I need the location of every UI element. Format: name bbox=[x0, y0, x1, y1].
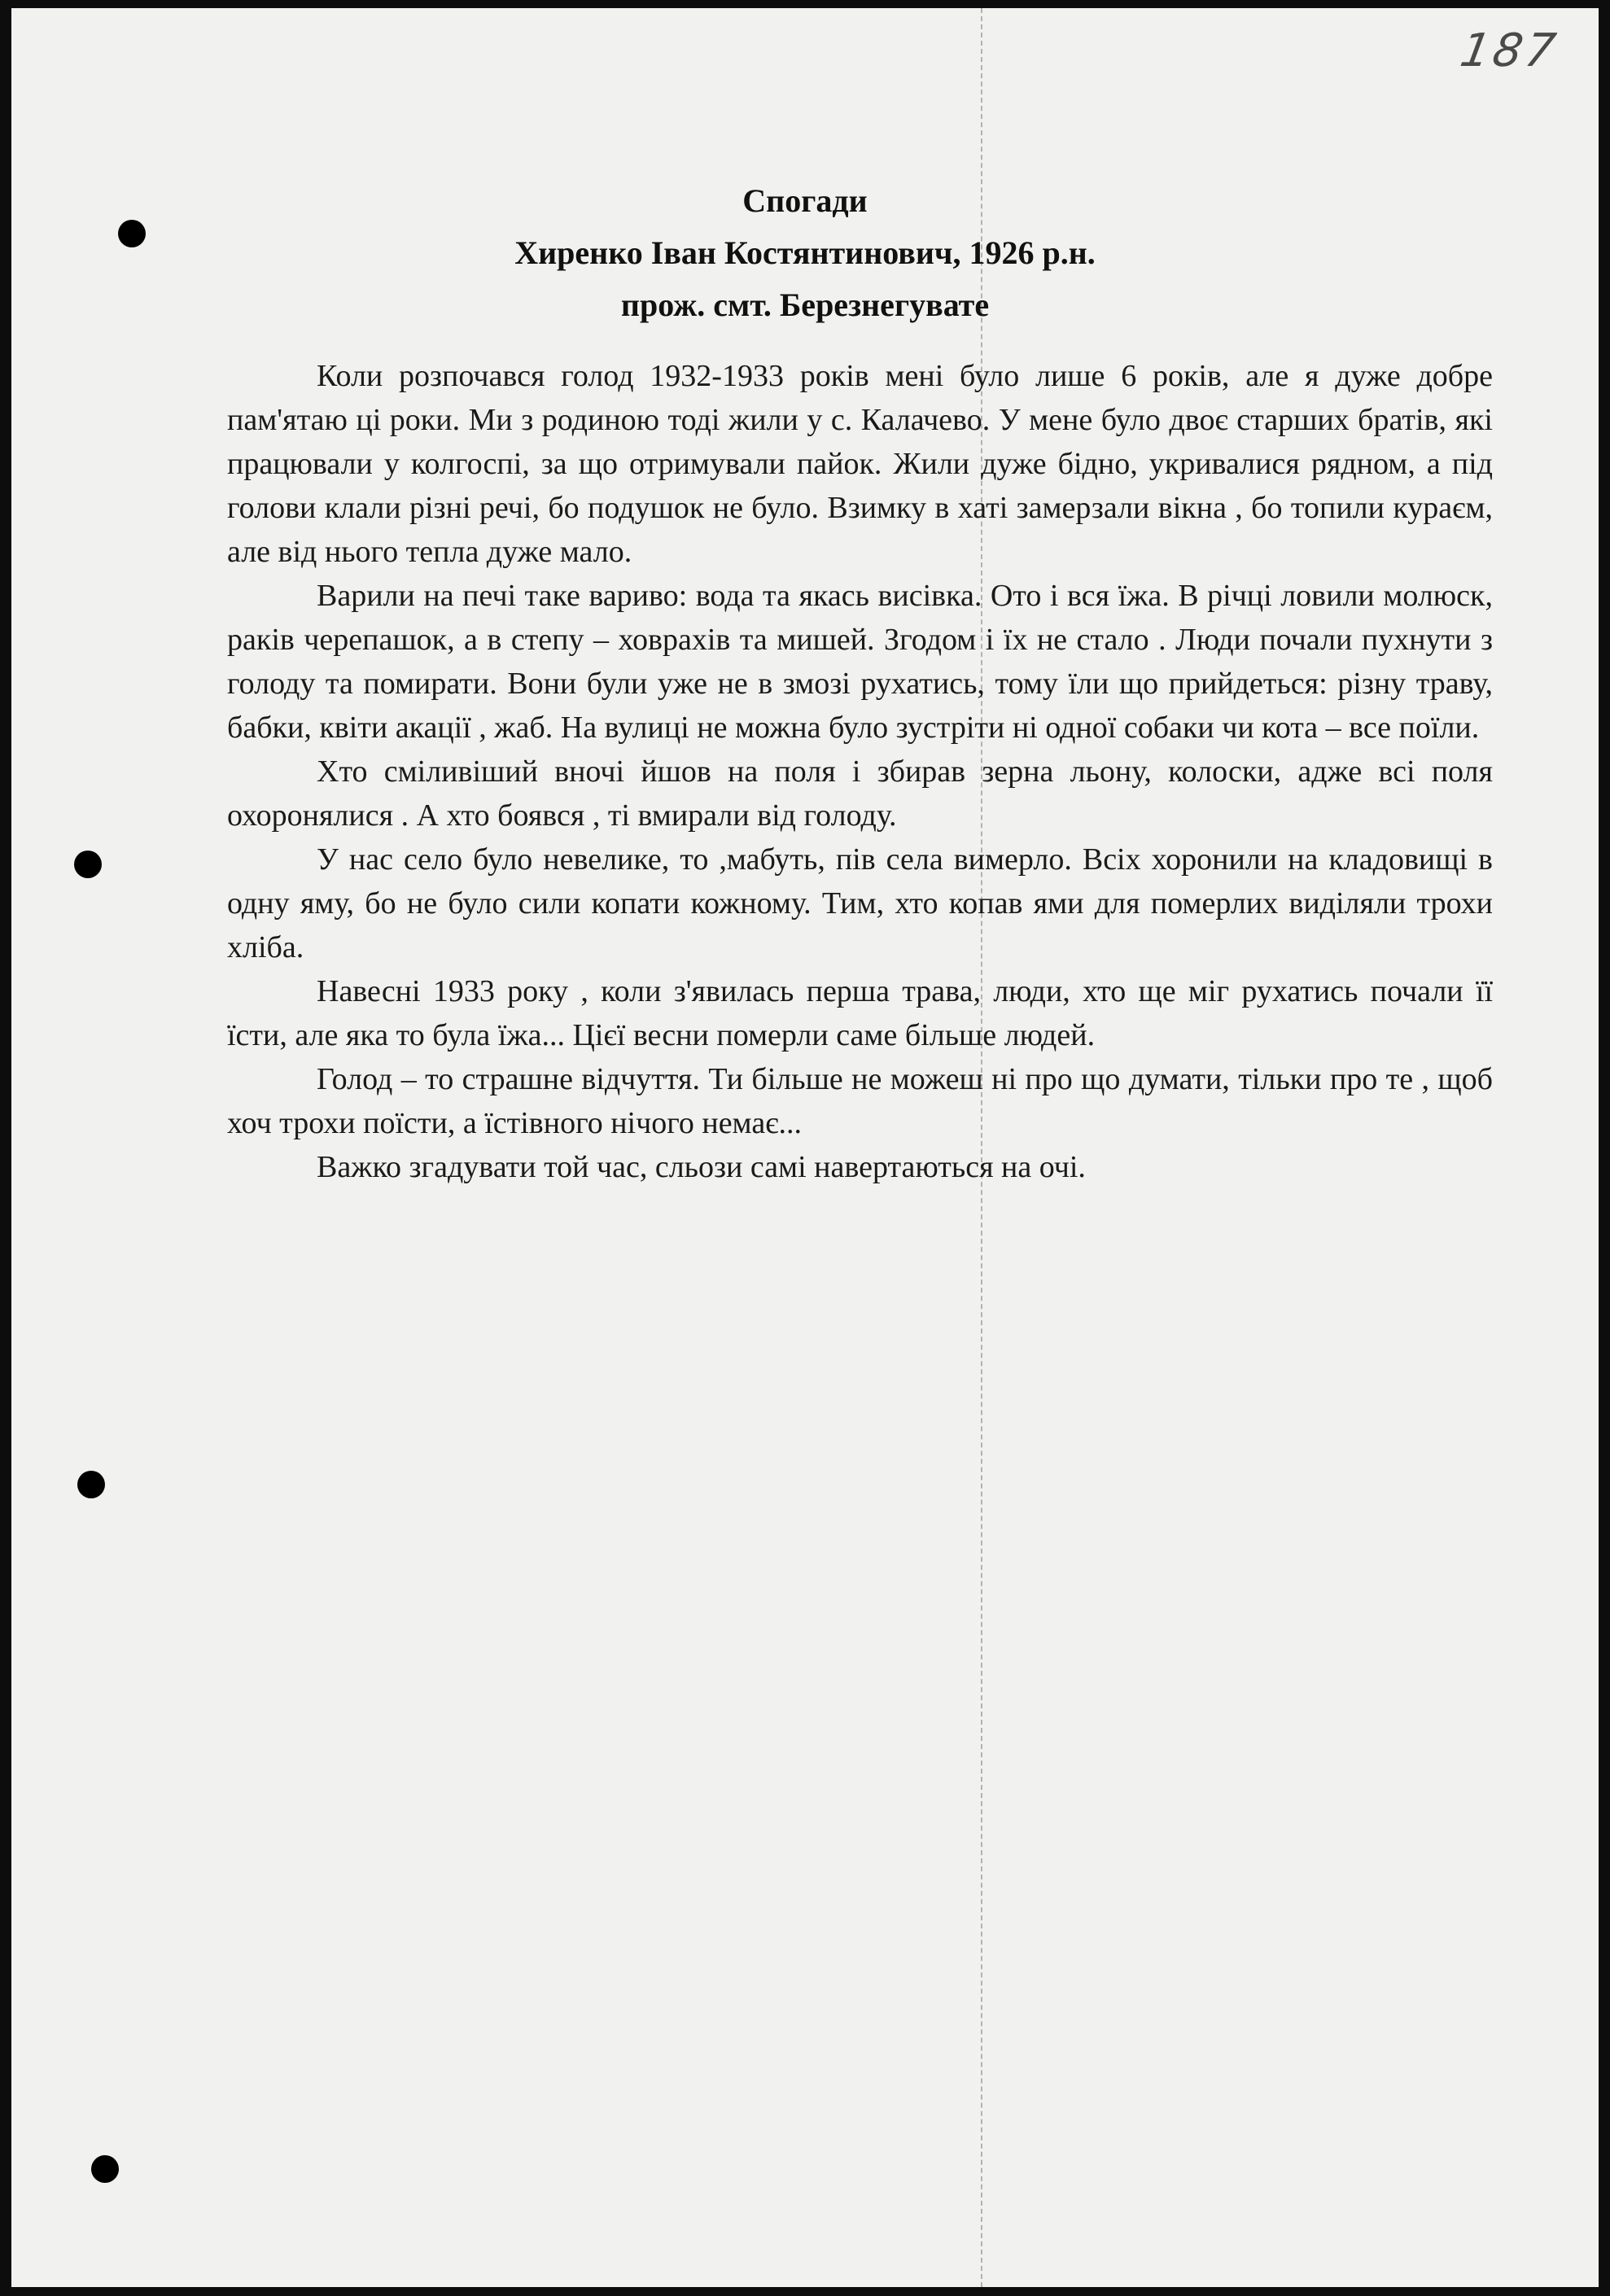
paragraph: Голод – то страшне відчуття. Ти більше не можеш ні про що думати, тільки про те , щоб хоч трохи поїсти, а їстівного нічого немає... bbox=[227, 1062, 1493, 1140]
punch-hole bbox=[74, 851, 102, 878]
author-line: Хиренко Іван Костянтинович, 1926 р.н. bbox=[514, 234, 1096, 271]
page-number: 187 bbox=[1456, 24, 1563, 77]
memoir-text bbox=[227, 354, 1493, 1189]
punch-hole bbox=[91, 2155, 119, 2183]
paragraph: Хто сміливіший вночі йшов на поля і збирав зерна льону, колоски, адже всі поля охоронялися . А хто боявся , ті вмирали від голоду. bbox=[227, 754, 1493, 833]
residence-line: прож. смт. Березнегувате bbox=[620, 286, 990, 323]
document-page bbox=[11, 8, 1599, 2287]
document-header bbox=[11, 175, 1599, 331]
punch-hole bbox=[77, 1471, 105, 1498]
paragraph: У нас село було невелике, то ,мабуть, пів села вимерло. Всіх хоронили на кладовищі в одну яму, бо не було сили копати кожному. Тим, хто копав ями для померлих виділяли трохи хліба. bbox=[227, 842, 1493, 964]
paragraph: Важко згадувати той час, сльози самі навертаються на очі. bbox=[317, 1150, 1086, 1184]
paragraph: Варили на печі таке вариво: вода та якась висівка. Ото і вся їжа. В річці ловили молюск, раків черепашок, а в степу – ховрахів та мишей. Згодом і їх не стало . Люди почали пухнути з голоду та помирати. Вони були уже не в змозі рухатись, тому їли що прийдеться: різну траву, бабки, квіти акації , жаб. На вулиці не можна було зустріти ні одної собаки чи кота – все поїли. bbox=[227, 579, 1493, 745]
paragraph: Коли розпочався голод 1932-1933 років мені було лише 6 років, але я дуже добре пам'ятаю ці роки. Ми з родиною тоді жили у с. Калачево. У мене було двоє старших братів, які працювали у колгоспі, за що отримували пайок. Жили дуже бідно, укривалися рядном, а під голови клали різні речі, бо подушок не було. Взимку в хаті замерзали вікна , бо топили кураєм, але від нього тепла дуже мало. bbox=[227, 359, 1493, 569]
paragraph: Навесні 1933 року , коли з'явилась перша трава, люди, хто ще міг рухатись почали її їсти, але яка то була їжа... Цієї весни померли саме більше людей. bbox=[227, 974, 1493, 1052]
document-title: Спогади bbox=[742, 182, 868, 219]
